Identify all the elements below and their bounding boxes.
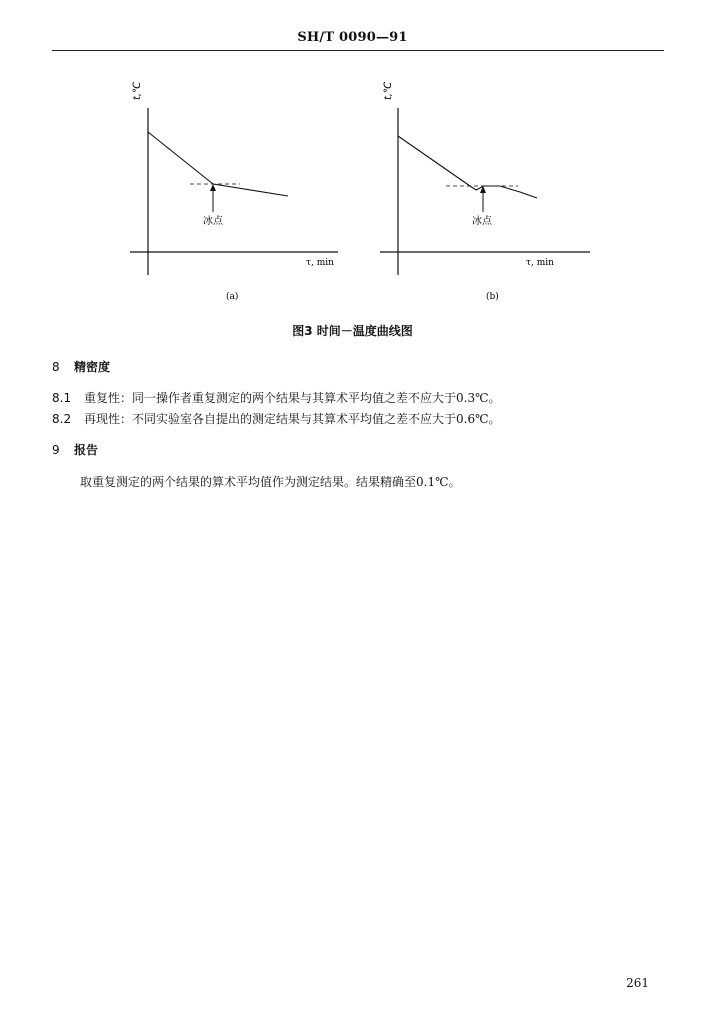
clause-8-2 [52,410,501,427]
panel-b-cooling-curve [398,136,537,198]
panel-a-arrow-head [210,184,216,191]
section-8-title: 精密度 [74,360,111,374]
panel-a-sub-label: (a) [226,292,239,302]
section-9-number: 9 [52,443,60,457]
clause-8-1 [52,389,501,406]
panel-a-x-label: τ, min [306,258,334,268]
standard-code: SH/T 0090—91 [297,30,408,45]
clause-8-2-number: 8.2 [52,412,72,426]
panel-a-cooling-curve [148,132,288,196]
figure-caption: 图3 时间－温度曲线图 [292,324,413,338]
section-8-heading [52,358,110,375]
page-number: 261 [626,976,649,990]
panel-a [130,82,338,302]
clause-8-2-text: 再现性：不同实验室各自提出的测定结果与其算术平均值之差不应大于0.6℃。 [84,412,501,426]
panel-a-y-label: t,℃ [132,81,143,100]
panel-b-freezing-label: 冰点 [472,216,492,227]
clause-8-1-number: 8.1 [52,391,72,405]
section-9-paragraph: 取重复测定的两个结果的算术平均值作为测定结果。结果精确至0.1℃。 [80,475,461,489]
section-9-heading [52,441,98,458]
panel-b-x-label: τ, min [526,258,554,268]
panel-a-freezing-label: 冰点 [203,216,223,227]
clause-8-1-text: 重复性：同一操作者重复测定的两个结果与其算术平均值之差不应大于0.3℃。 [84,391,501,405]
panel-b [380,82,590,302]
time-temperature-figure [0,0,705,310]
panel-b-sub-label: (b) [486,292,499,302]
section-9-title: 报告 [74,443,99,457]
section-8-number: 8 [52,360,60,374]
panel-b-y-label: t,℃ [383,81,394,100]
